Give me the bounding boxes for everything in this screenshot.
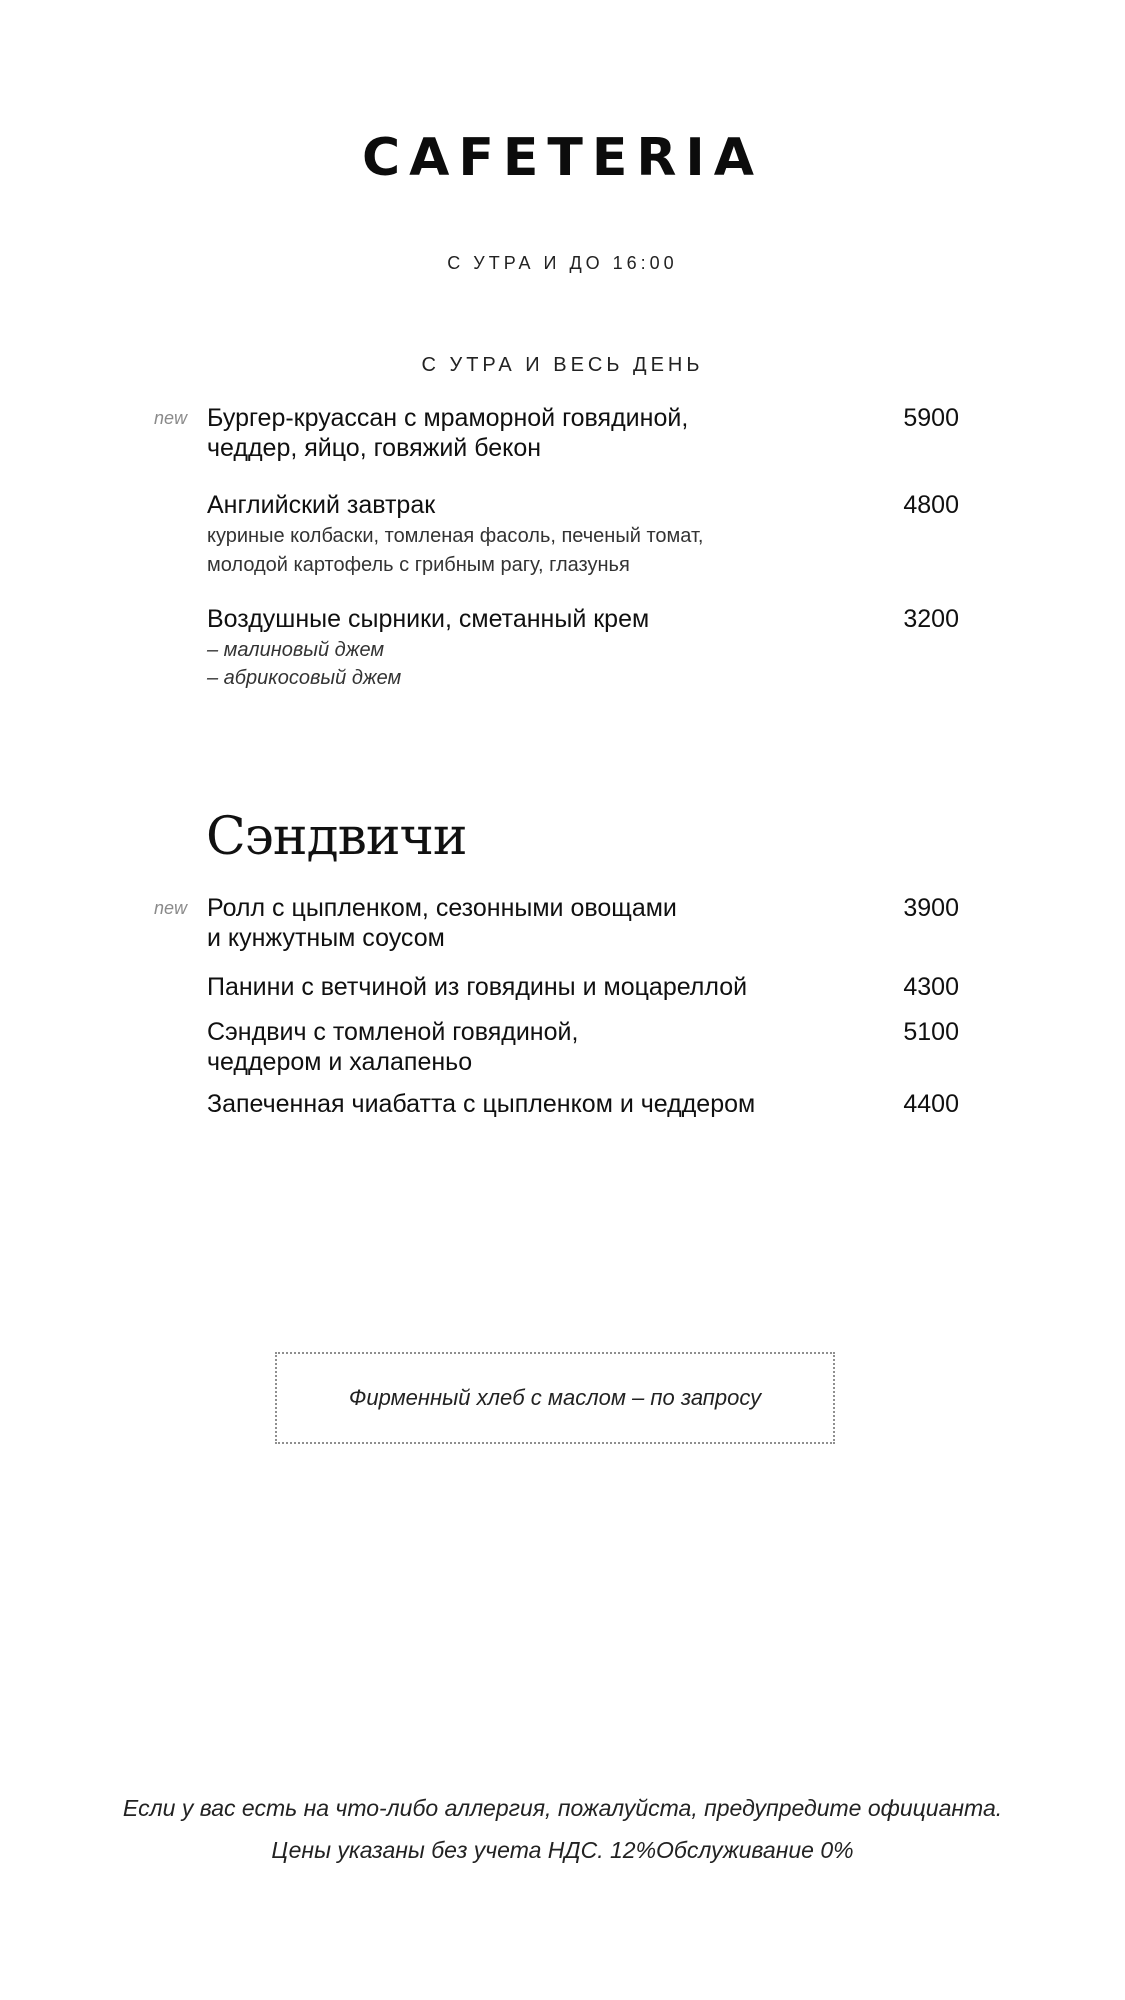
item-option: – малиновый джем [207,639,385,661]
item-name: Английский завтрак [207,491,436,519]
menu-item [207,972,967,1002]
item-option: – абрикосовый джем [207,667,402,689]
page-title: CAFETERIA [361,128,764,188]
menu-item [207,1089,967,1119]
item-price: 4800 [903,491,959,519]
allergy-notice: Если у вас есть на что-либо аллергия, пожалуйста, предупредите официанта. [122,1795,1003,1821]
item-price: 4400 [903,1090,959,1118]
section-title-sandwiches: Сэндвичи [206,807,467,867]
hours-subtitle: С УТРА И ДО 16:00 [447,253,678,273]
item-price: 4300 [903,973,959,1001]
menu-item [207,604,967,692]
new-badge: new [154,408,188,428]
item-name: Воздушные сырники, сметанный крем [207,605,650,633]
item-name: Сэндвич с томленой говядиной, чеддером и халапеньо [207,1018,579,1076]
item-price: 3200 [903,605,959,633]
menu-item [207,1017,967,1077]
item-price: 5100 [903,1018,959,1046]
new-badge: new [154,898,188,918]
bread-note: Фирменный хлеб с маслом – по запросу [348,1385,762,1410]
item-name: Запеченная чиабатта с цыпленком и чеддером [207,1090,756,1118]
item-name: Ролл с цыпленком, сезонными овощами и кунжутным соусом [207,894,677,952]
item-description: куриные колбаски, томленая фасоль, печеный томат, молодой картофель с грибным рагу, глазунья [207,525,704,576]
price-notice: Цены указаны без учета НДС. 12%Обслуживание 0% [271,1837,854,1863]
bread-note-box [275,1352,835,1444]
menu-item [207,893,967,953]
menu-item [207,490,967,580]
item-name: Бургер-круассан с мраморной говядиной, чеддер, яйцо, говяжий бекон [207,404,689,462]
item-price: 3900 [903,894,959,922]
section-heading-all-day: С УТРА И ВЕСЬ ДЕНЬ [421,354,704,376]
menu-item [207,403,967,463]
item-name: Панини с ветчиной из говядины и моцареллой [207,973,748,1001]
item-price: 5900 [903,404,959,432]
